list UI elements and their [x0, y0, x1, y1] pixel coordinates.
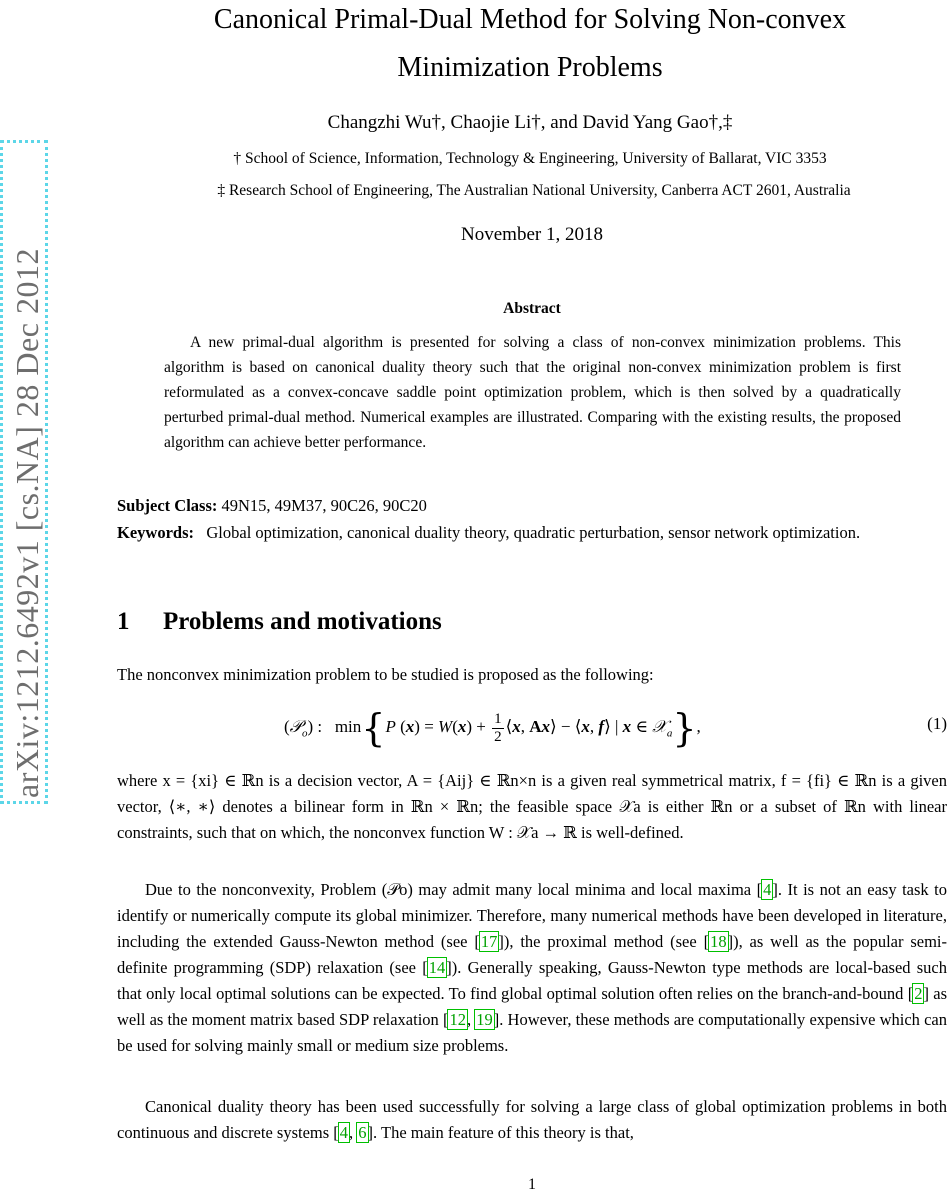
keywords: [117, 520, 947, 546]
equation-body: (𝒫$_o$) : min{P (x) = W(x) + $\frac{1}{2}$ ⟨x, Ax⟩ − ⟨x, f⟩ | x ∈ 𝒳$_a$},: [284, 706, 701, 750]
subject-label: Subject Class:: [117, 496, 218, 515]
abstract-heading: Abstract: [503, 300, 561, 317]
citation-link[interactable]: 2: [914, 984, 923, 1003]
citation-link[interactable]: 17: [480, 932, 498, 951]
citation-link[interactable]: 14: [428, 958, 446, 977]
title-line-1: Canonical Primal-Dual Method for Solving Non-convex: [213, 4, 847, 35]
affiliation-2: ‡ Research School of Engineering, The Australian National University, Canberra ACT 2601, Australia: [217, 182, 851, 199]
paragraph-2: Due to the nonconvexity, Problem (𝒫o) may admit many local minima and local maxima [4]. It is not an easy task to identify or numerically compute its global minimizer. Therefore, many numerical methods have been developed in literature, including the extended Gauss-Newton method (see [17]), the proximal method (see [18]), as well as the popular semi-definite programming (SDP) relaxation (see [14]). Generally speaking, Gauss-Newton type methods are local-based such that only local optimal solutions can be expected. To find global optimal solution often relies on the branch-and-bound [2] as well as the moment matrix based SDP relaxation [12, 19]. However, these methods are computationally expensive which can be used for solving mainly small or medium size problems.: [117, 880, 948, 1055]
arxiv-stamp-text: arXiv:1212.6492v1 [cs.NA] 28 Dec 2012: [9, 248, 45, 798]
section-heading: [117, 608, 442, 636]
intro-sentence: The nonconvex minimization problem to be studied is proposed as the following:: [117, 665, 654, 684]
equation-number: (1): [927, 714, 947, 733]
equation-1: [117, 702, 947, 752]
citation-link[interactable]: 19: [476, 1010, 493, 1029]
citation-link[interactable]: 4: [763, 880, 772, 899]
authors: Changzhi Wu†, Chaojie Li†, and David Yang Gao†,‡: [327, 112, 733, 133]
paragraph-1: [117, 768, 947, 846]
section-number: 1: [117, 608, 130, 635]
paper-title: [100, 0, 948, 92]
subject-value: 49N15, 49M37, 90C26, 90C20: [221, 496, 427, 515]
keywords-value: Global optimization, canonical duality theory, quadratic perturbation, sensor network optimization.: [206, 523, 861, 542]
citation-link[interactable]: 6: [358, 1123, 367, 1142]
abstract: [164, 330, 901, 455]
keywords-label: Keywords:: [117, 523, 194, 542]
subject-class: [117, 493, 947, 519]
abstract-text: A new primal-dual algorithm is presented for solving a class of non-convex minimization problems. This algorithm is based on canonical duality theory such that the original non-convex minimization problem is first reformulated as a convex-concave saddle point optimization problem, which is then solved by a quadratically perturbed primal-dual method. Numerical examples are illustrated. Comparing with the existing results, the proposed algorithm can achieve better performance.: [164, 334, 901, 451]
paragraph-3: Canonical duality theory has been used successfully for solving a large class of global optimization problems in both continuous and discrete systems [4, 6]. The main feature of this theory is that,: [117, 1097, 947, 1142]
citation-link[interactable]: 18: [710, 932, 727, 951]
page-number: 1: [528, 1176, 536, 1193]
section-title: Problems and motivations: [163, 608, 442, 635]
citation-link[interactable]: 4: [339, 1123, 349, 1142]
title-line-2: Minimization Problems: [397, 52, 663, 83]
citation-link[interactable]: 12: [449, 1010, 466, 1029]
paragraph-1-text: where x = {xi} ∈ ℝn is a decision vector, A = {Aij} ∈ ℝn×n is a given real symmetrical matrix, f = {fi} ∈ ℝn is a given vector, ⟨∗, ∗⟩ denotes a bilinear form in ℝn × ℝn; the feasible space 𝒳a is either ℝn or a subset of ℝn with linear constraints, such that on which, the nonconvex function W : 𝒳a → ℝ is well-defined.: [117, 771, 947, 842]
affiliation-1: † School of Science, Information, Technology & Engineering, University of Ballarat, VIC 3353: [233, 150, 827, 167]
date: November 1, 2018: [461, 224, 603, 245]
